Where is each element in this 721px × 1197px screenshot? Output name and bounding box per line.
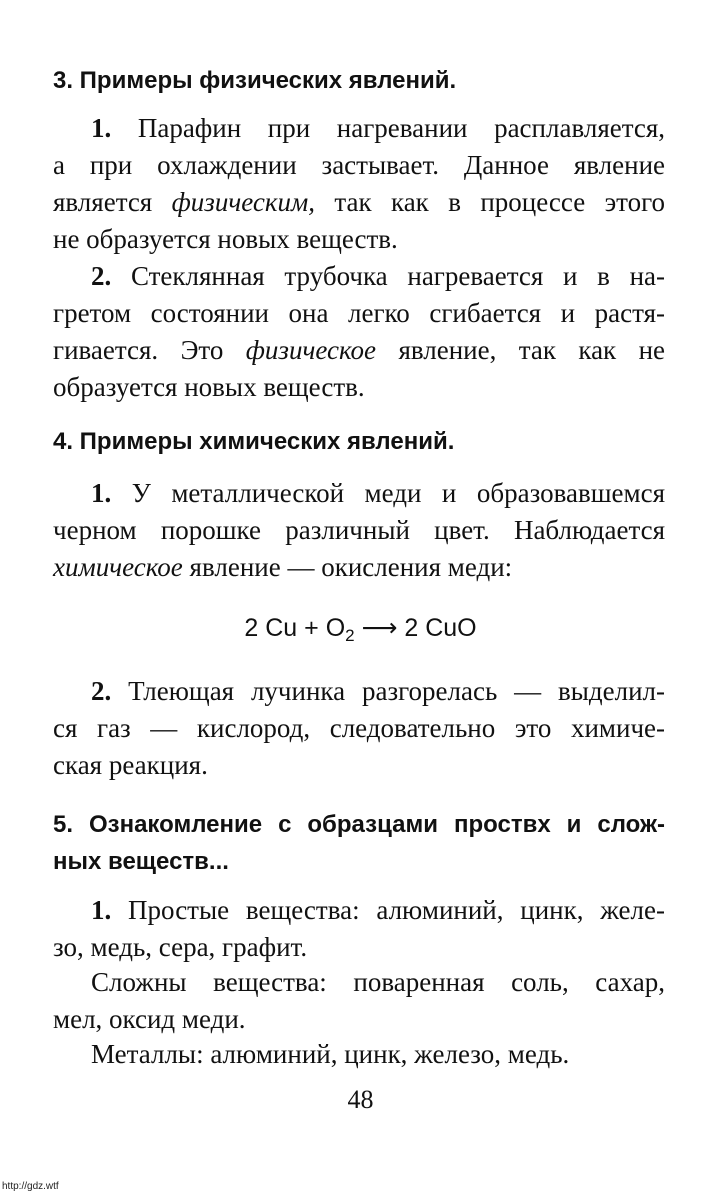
- text: является: [53, 187, 153, 217]
- section-4-item-1-line-1: [91, 475, 665, 512]
- equation-right: ⟶ 2 CuO: [361, 614, 477, 642]
- text: так как в процессе этого: [334, 187, 666, 217]
- section-3-item-1-line-3: [53, 184, 665, 221]
- text: явление, так как не: [398, 335, 666, 365]
- section-4-item-2-line-1: [91, 673, 665, 710]
- text: Простые вещества: алюминий, цинк, желе-: [128, 895, 665, 925]
- text: Тлеющая лучинка разгорелась — выделил-: [128, 676, 666, 706]
- equation-left: 2 Cu + O: [244, 614, 346, 642]
- item-number: 1.: [91, 895, 112, 925]
- section-5-item-1-line-1: [91, 892, 665, 929]
- section-5-complex-line-2: мел, оксид меди.: [53, 1004, 246, 1034]
- text: У металлической меди и образовавшемся: [131, 478, 665, 508]
- item-number: 1.: [91, 478, 112, 508]
- section-4-item-1-line-3: [53, 549, 665, 586]
- section-5-item-1-line-2: зо, медь, сера, графит.: [53, 932, 308, 962]
- section-3-item-2-line-1: [91, 258, 665, 295]
- section-5-heading-line-2: ных веществ...: [53, 848, 229, 875]
- section-4-heading: 4. Примеры химических явлений.: [53, 428, 455, 455]
- section-3-item-2-line-4: образуется новых веществ.: [53, 372, 365, 402]
- equation-subscript: 2: [345, 626, 355, 645]
- section-4-item-2-line-3: ская реакция.: [53, 750, 208, 780]
- text: Стеклянная трубочка нагревается и в на-: [130, 261, 666, 291]
- text: Парафин при нагревании расплавляется,: [137, 113, 665, 143]
- section-3-heading: 3. Примеры физических явлений.: [53, 67, 457, 94]
- section-5-metals-line: Металлы: алюминий, цинк, железо, медь.: [91, 1039, 570, 1069]
- section-5-heading-line-1: 5. Ознакомление с образцами проствх и слож-: [53, 811, 665, 838]
- italic-term: физическое: [245, 335, 377, 365]
- item-number: 1.: [91, 113, 112, 143]
- section-3-item-2-line-3: [53, 332, 665, 369]
- item-number: 2.: [91, 676, 112, 706]
- source-watermark: http://gdz.wtf: [2, 1181, 59, 1192]
- section-3-item-1-line-2: а при охлаждении застывает. Данное явление: [53, 150, 665, 180]
- section-3-item-2-line-2: гретом состоянии она легко сгибается и растя-: [53, 298, 665, 328]
- item-number: 2.: [91, 261, 112, 291]
- section-3-item-1-line-1: [91, 110, 665, 147]
- section-4-item-2-line-2: ся газ — кислород, следовательно это химиче-: [53, 713, 665, 743]
- chemical-equation: [0, 610, 721, 654]
- italic-term: физическим,: [171, 187, 315, 217]
- section-5-complex-line-1: Сложны вещества: поваренная соль, сахар,: [91, 967, 665, 997]
- section-3-item-1-line-4: не образуется новых веществ.: [53, 224, 398, 254]
- section-4-item-1-line-2: черном порошке различный цвет. Наблюдается: [53, 515, 665, 545]
- italic-term: химическое: [53, 552, 183, 582]
- text: гивается. Это: [53, 335, 224, 365]
- text: явление — окисления меди:: [189, 552, 513, 582]
- page-number: 48: [347, 1085, 374, 1114]
